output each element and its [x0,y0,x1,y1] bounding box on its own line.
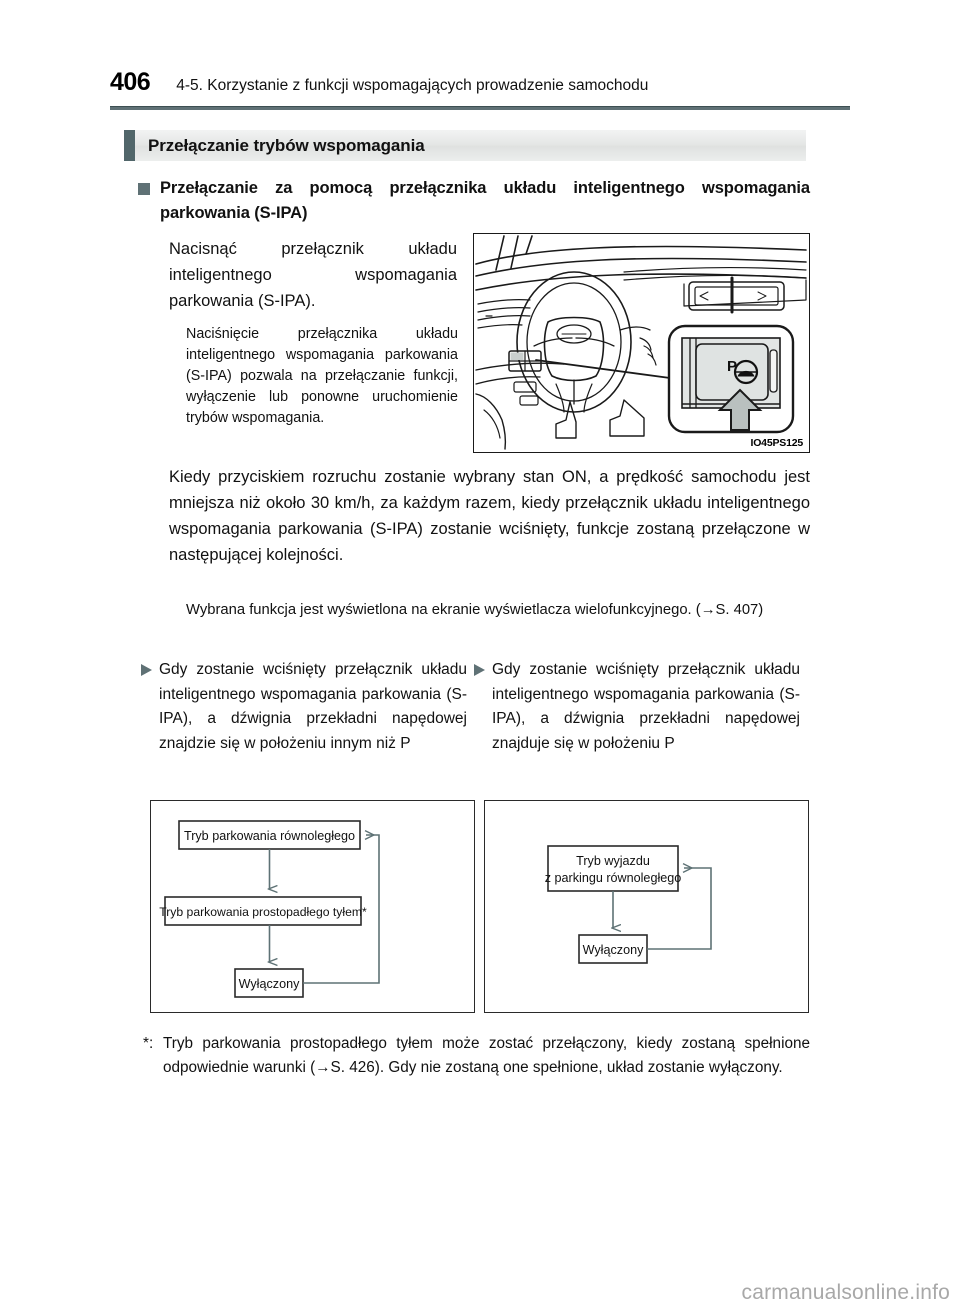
body-paragraph: Kiedy przyciskiem rozruchu zostanie wybrany stan ON, a prędkość samochodu jest mniejsza niż około 30 km/h, za każdym razem, kiedy przełącznik układu inteligentnego wspomagania parkowania (S-IPA) zostanie wciśnięty, funkcje zostaną przełączone w następującej kolejności. [169,468,810,564]
flow-box-label: Tryb parkowania równoległego [183,829,356,843]
lead-paragraph: Nacisnąć przełącznik układu inteligentnego wspomagania parkowania (S-IPA). [169,240,457,310]
flow-box-label-line1: Tryb wyjazdu [576,854,650,868]
dashboard-drawing [474,234,808,451]
watermark: carmanualsonline.info [741,1281,950,1304]
flow-box [235,969,303,997]
condition-text-right: Gdy zostanie wciśnięty przełącznik układu inteligentnego wspomagania parkowania (S-IPA), a dźwignia przekładni napędowej znajduje się w położeniu P [492,661,800,752]
flow-diagram-not-park [150,800,475,1013]
page-number: 406 [110,68,151,96]
triangle-bullet-icon [474,664,485,676]
lead-sub-paragraph: Naciśnięcie przełącznika układu inteligentnego wspomagania parkowania (S-IPA) pozwala na przełączanie funkcji, wyłączenie lub ponowne uruchomienie trybów wspomagania. [186,326,458,426]
flow-box-label: Tryb parkowania prostopadłego tyłem* [159,905,367,919]
header-divider [110,106,850,110]
page-header [110,68,850,97]
triangle-bullet-icon [141,664,152,676]
flow-diagram-park [484,800,809,1013]
condition-column-right [474,658,810,756]
section-title: Przełączanie trybów wspomagania [148,135,425,155]
dashboard-illustration [473,233,810,453]
flow-box [545,846,682,891]
subsection-heading-text: Przełączanie za pomocą przełącznika układu inteligentnego wspomagania parkowania (S-IPA) [160,179,810,222]
flow-box [579,935,647,963]
flow-box-label-line2: z parkingu równoległego [544,871,682,885]
square-bullet-icon [138,183,150,195]
body-sub-paragraph: Wybrana funkcja jest wyświetlona na ekranie wyświetlacza wielofunkcyjnego. (→S. 407) [186,602,764,618]
section-header-bar [124,130,806,161]
figure-code: IO45PS125 [750,437,803,449]
condition-text-left: Gdy zostanie wciśnięty przełącznik układu inteligentnego wspomagania parkowania (S-IPA), a dźwignia przekładni napędowej znajdzie się w położeniu innym niż P [159,661,467,752]
callout-p-label: P [727,358,738,375]
section-accent-block [124,130,135,161]
footnote [143,1032,810,1080]
condition-column-left [141,658,477,756]
footnote-text: Tryb parkowania prostopadłego tyłem może zostać przełączony, kiedy zostaną spełnione odpowiednie warunki (→S. 426). Gdy nie zostaną one spełnione, układ zostanie wyłączony. [163,1035,810,1076]
switch-callout [669,326,793,432]
flow-box [159,897,367,925]
flow-diagram-not-park-svg [151,801,473,1011]
flow-box-label: Wyłączony [238,977,300,991]
flow-box [179,821,360,849]
subsection-heading [138,176,810,226]
flow-box-label: Wyłączony [582,943,644,957]
page-title: 4-5. Korzystanie z funkcji wspomagających prowadzenie samochodu [176,77,649,94]
flow-diagram-park-svg [485,801,807,1011]
footnote-marker: *: [143,1035,154,1052]
